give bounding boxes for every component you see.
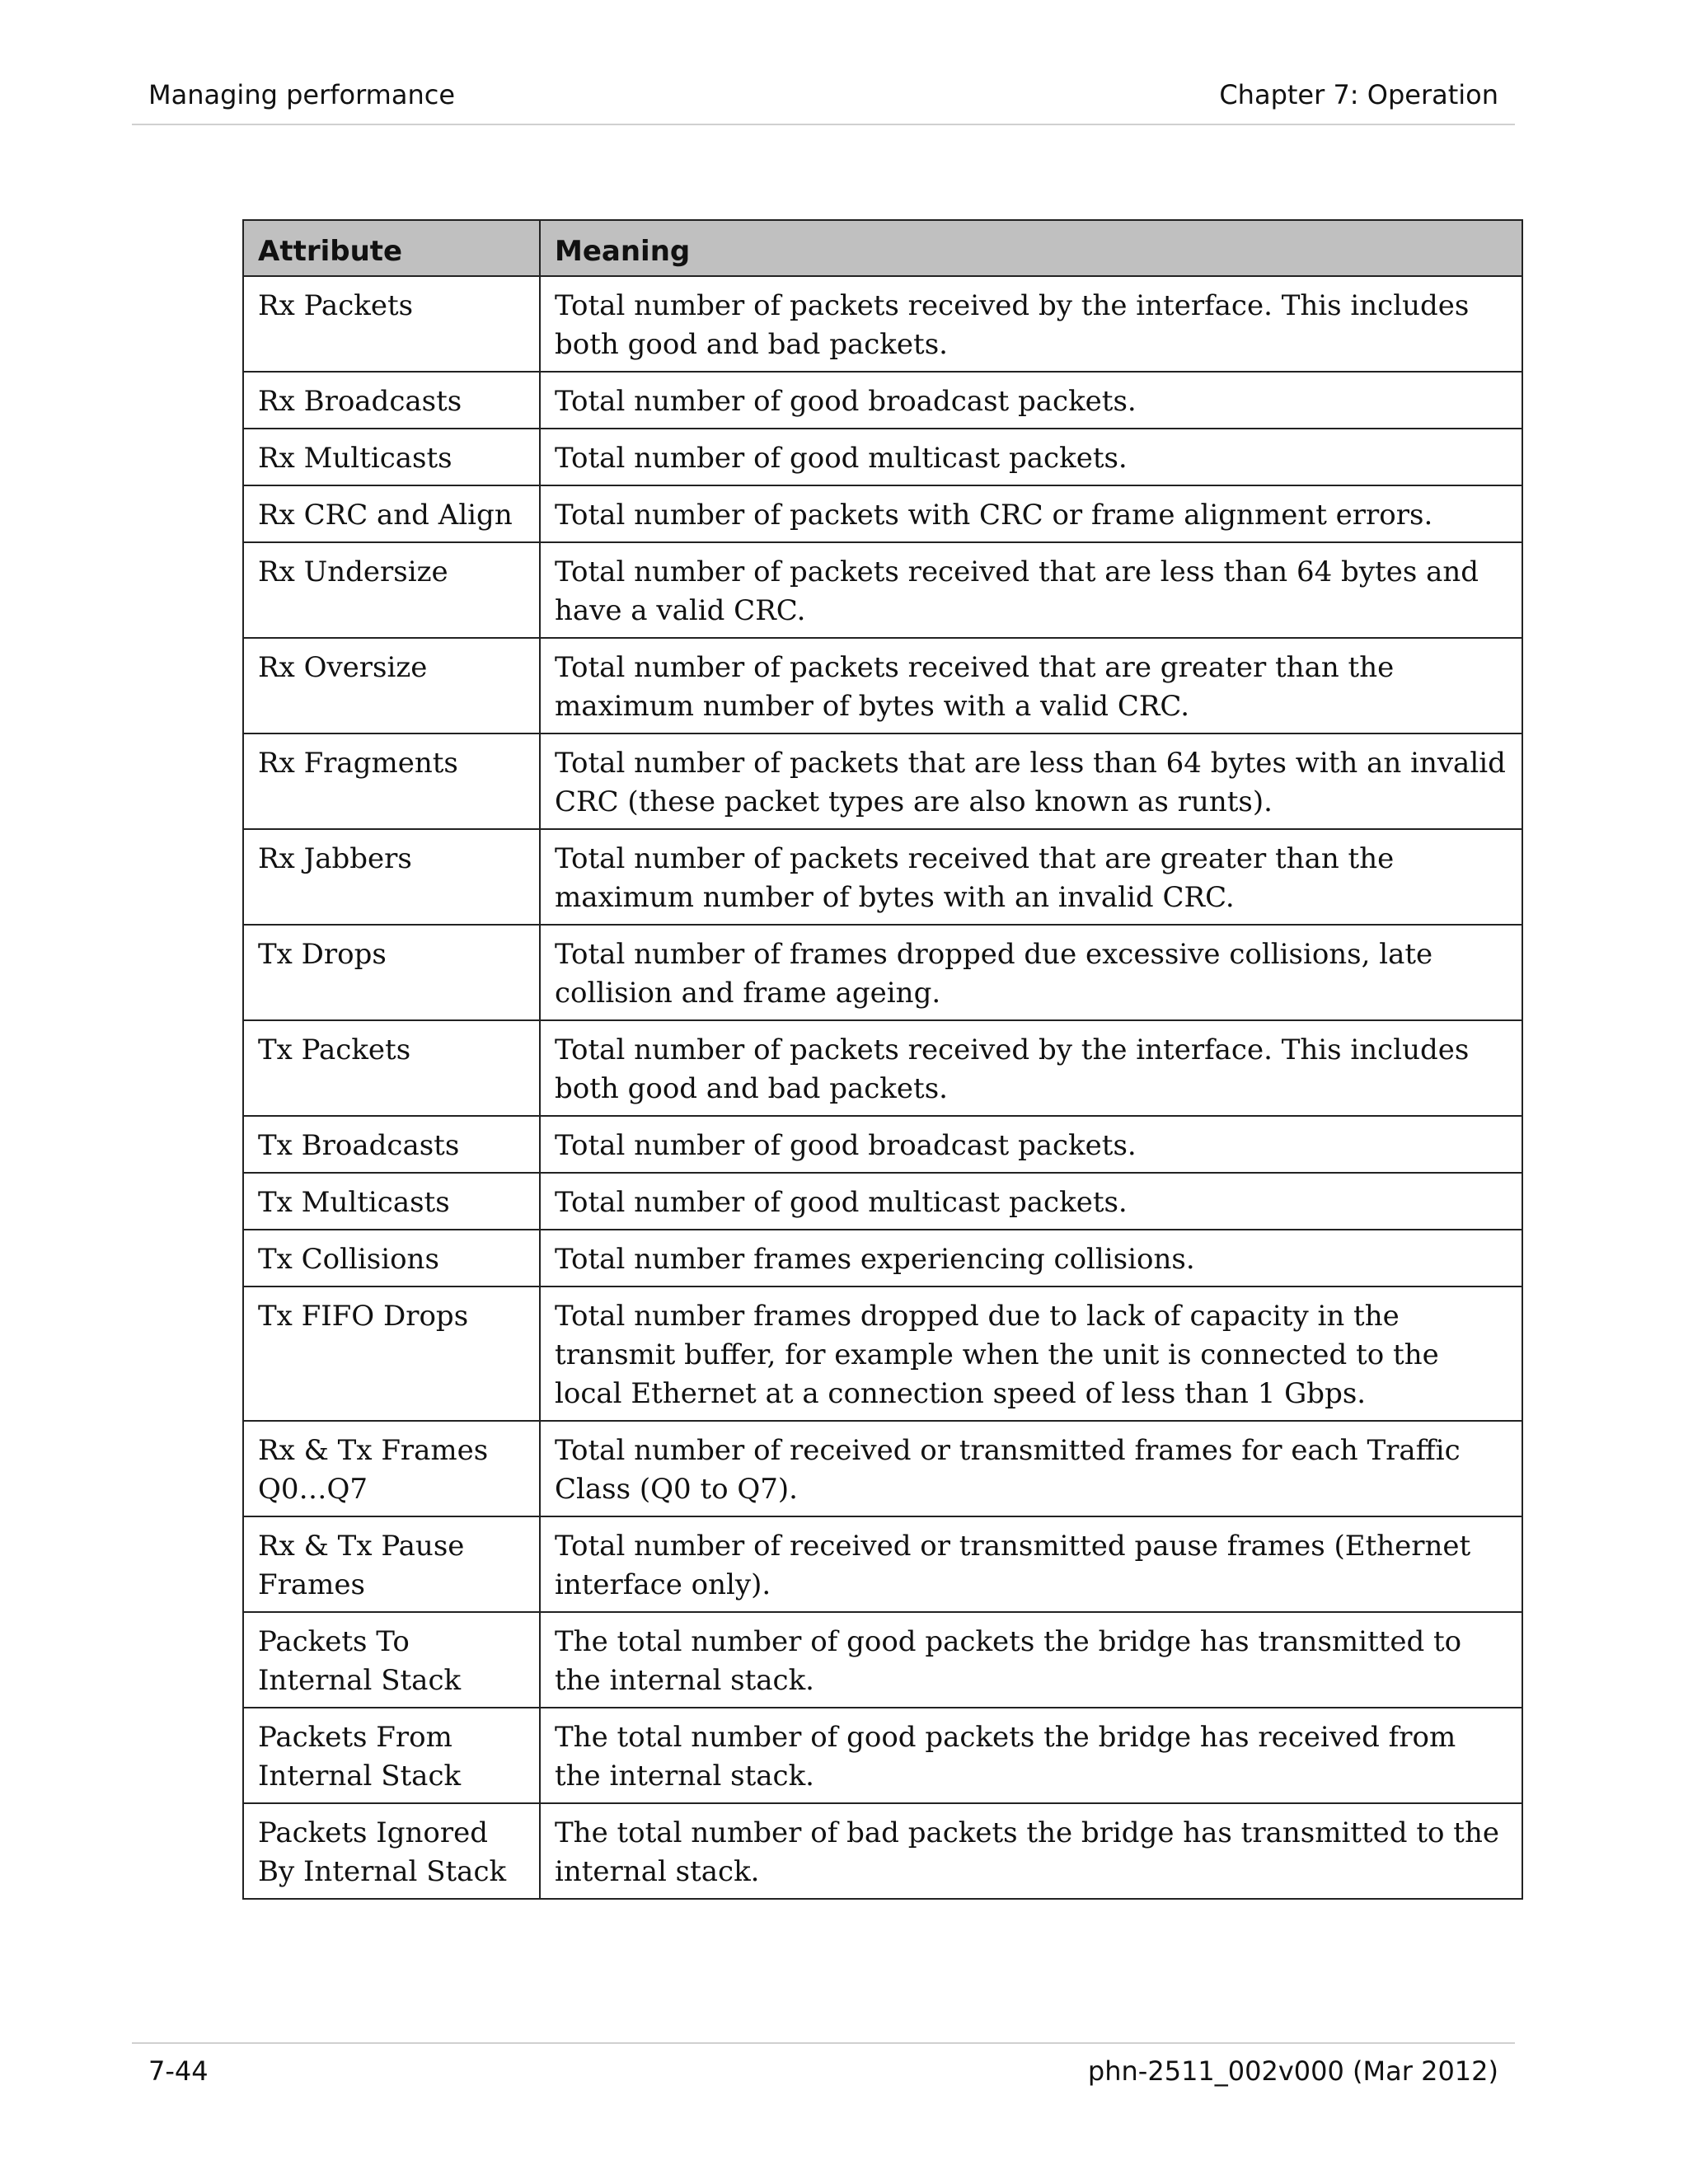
meaning-cell: Total number of packets received that are less than 64 bytes and have a valid CRC. (540, 542, 1522, 638)
attribute-cell: Rx CRC and Align (243, 485, 540, 542)
meaning-cell: The total number of good packets the bridge has transmitted to the internal stack. (540, 1612, 1522, 1708)
meaning-cell: Total number of good multicast packets. (540, 429, 1522, 485)
attribute-cell: Packets To Internal Stack (243, 1612, 540, 1708)
table-row (243, 429, 1522, 485)
table-row (243, 276, 1522, 372)
table-row (243, 1421, 1522, 1516)
table-row (243, 1516, 1522, 1612)
meaning-cell: The total number of bad packets the bridge has transmitted to the internal stack. (540, 1803, 1522, 1899)
attribute-cell: Tx Multicasts (243, 1173, 540, 1230)
page-footer (132, 2042, 1515, 2102)
meaning-cell: Total number of packets with CRC or frame alignment errors. (540, 485, 1522, 542)
meaning-cell: Total number of frames dropped due excessive collisions, late collision and frame ageing. (540, 925, 1522, 1020)
attribute-cell: Tx FIFO Drops (243, 1286, 540, 1421)
attribute-cell: Rx Fragments (243, 733, 540, 829)
meaning-cell: Total number of packets that are less than 64 bytes with an invalid CRC (these packet types are also known as runts). (540, 733, 1522, 829)
meaning-cell: Total number of packets received that are greater than the maximum number of bytes with a valid CRC. (540, 638, 1522, 733)
attribute-cell: Rx Jabbers (243, 829, 540, 925)
page-number: 7-44 (148, 2055, 209, 2087)
attribute-cell: Tx Drops (243, 925, 540, 1020)
meaning-cell: Total number of received or transmitted frames for each Traffic Class (Q0 to Q7). (540, 1421, 1522, 1516)
attribute-cell: Rx & Tx Pause Frames (243, 1516, 540, 1612)
meaning-cell: Total number frames experiencing collisions. (540, 1230, 1522, 1286)
attribute-cell: Rx Undersize (243, 542, 540, 638)
table-row (243, 485, 1522, 542)
chapter-title: Chapter 7: Operation (1219, 79, 1498, 110)
attribute-cell: Tx Broadcasts (243, 1116, 540, 1173)
attribute-cell: Rx Multicasts (243, 429, 540, 485)
meaning-cell: Total number of good broadcast packets. (540, 372, 1522, 429)
meaning-cell: Total number of packets received that are greater than the maximum number of bytes with an invalid CRC. (540, 829, 1522, 925)
table-body (243, 276, 1522, 1899)
table-row (243, 1286, 1522, 1421)
table-row (243, 829, 1522, 925)
table-row (243, 1116, 1522, 1173)
meaning-cell: Total number of received or transmitted pause frames (Ethernet interface only). (540, 1516, 1522, 1612)
attribute-cell: Rx Oversize (243, 638, 540, 733)
meaning-cell: Total number of good multicast packets. (540, 1173, 1522, 1230)
table-row (243, 372, 1522, 429)
table-header-row (243, 220, 1522, 276)
table-row (243, 1020, 1522, 1116)
table-row (243, 542, 1522, 638)
table-row (243, 1230, 1522, 1286)
attribute-table (242, 219, 1523, 1900)
section-title: Managing performance (148, 79, 456, 110)
page-header (132, 74, 1515, 125)
table-row (243, 1173, 1522, 1230)
attribute-cell: Packets Ignored By Internal Stack (243, 1803, 540, 1899)
table-row (243, 638, 1522, 733)
table-row (243, 925, 1522, 1020)
table-row (243, 1803, 1522, 1899)
meaning-cell: Total number of packets received by the interface. This includes both good and bad packets. (540, 1020, 1522, 1116)
attribute-cell: Tx Collisions (243, 1230, 540, 1286)
table-row (243, 733, 1522, 829)
attribute-cell: Rx Packets (243, 276, 540, 372)
document-id: phn-2511_002v000 (Mar 2012) (1087, 2055, 1498, 2087)
attribute-cell: Rx Broadcasts (243, 372, 540, 429)
meaning-cell: Total number of good broadcast packets. (540, 1116, 1522, 1173)
meaning-cell: The total number of good packets the bridge has received from the internal stack. (540, 1708, 1522, 1803)
attribute-cell: Rx & Tx Frames Q0…Q7 (243, 1421, 540, 1516)
column-header-meaning: Meaning (540, 220, 1522, 276)
attribute-cell: Tx Packets (243, 1020, 540, 1116)
table-row (243, 1612, 1522, 1708)
table-row (243, 1708, 1522, 1803)
column-header-attribute: Attribute (243, 220, 540, 276)
attribute-cell: Packets From Internal Stack (243, 1708, 540, 1803)
meaning-cell: Total number of packets received by the interface. This includes both good and bad packets. (540, 276, 1522, 372)
meaning-cell: Total number frames dropped due to lack of capacity in the transmit buffer, for example when the unit is connected to the local Ethernet at a connection speed of less than 1 Gbps. (540, 1286, 1522, 1421)
